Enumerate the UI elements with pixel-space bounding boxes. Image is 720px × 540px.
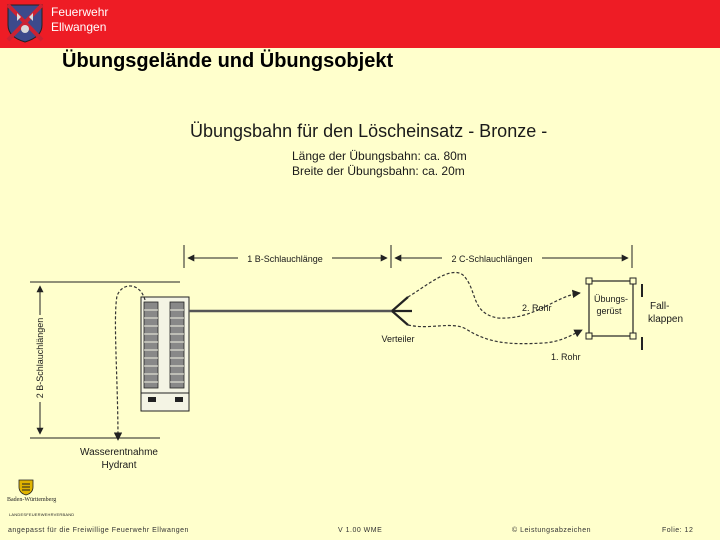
hydrant-label-1: Wasserentnahme [80,447,158,458]
org-line1: Feuerwehr [51,5,109,19]
fall-label-1: Fall- [650,301,670,312]
state-name: Baden-Württemberg [7,497,57,503]
fire-truck [141,297,189,411]
geruest-label-1: Übungs- [593,294,629,304]
geruest-label-2: gerüst [596,306,622,316]
dim-label-b: 1 B-Schlauchlänge [247,254,323,264]
slide-title: Übungsgelände und Übungsobjekt [62,50,394,72]
rohr1-label: 1. Rohr [551,352,581,362]
c-hose-1 [408,325,582,344]
verteiler-label: Verteiler [381,334,415,344]
footer-page-number: Folie: 12 [662,527,694,534]
diagram-title: Übungsbahn für den Löscheinsatz - Bronze - [190,121,548,141]
hydrant-label-2: Hydrant [101,460,137,471]
footer-version: V 1.00 WME [338,527,383,534]
diagram-length: Länge der Übungsbahn: ca. 80m [292,149,467,163]
state-subtitle: LANDESFEUERWEHRVERBAND [9,512,75,517]
footer-left: angepasst für die Freiwillige Feuerwehr Ellwangen [8,527,189,534]
state-crest-icon [17,478,35,496]
c-hose-2 [408,272,580,318]
distributor-icon [392,297,412,325]
footer-topic: © Leistungsabzeichen [512,527,591,534]
dim-label-c: 2 C-Schlauchlängen [451,254,533,264]
rohr2-label: 2. Rohr [522,303,552,313]
diagram-width: Breite der Übungsbahn: ca. 20m [292,164,465,178]
dim-label-vertical: 2 B-Schlauchlängen [35,317,45,399]
org-line2: Ellwangen [51,20,107,34]
fall-label-2: klappen [648,314,684,325]
